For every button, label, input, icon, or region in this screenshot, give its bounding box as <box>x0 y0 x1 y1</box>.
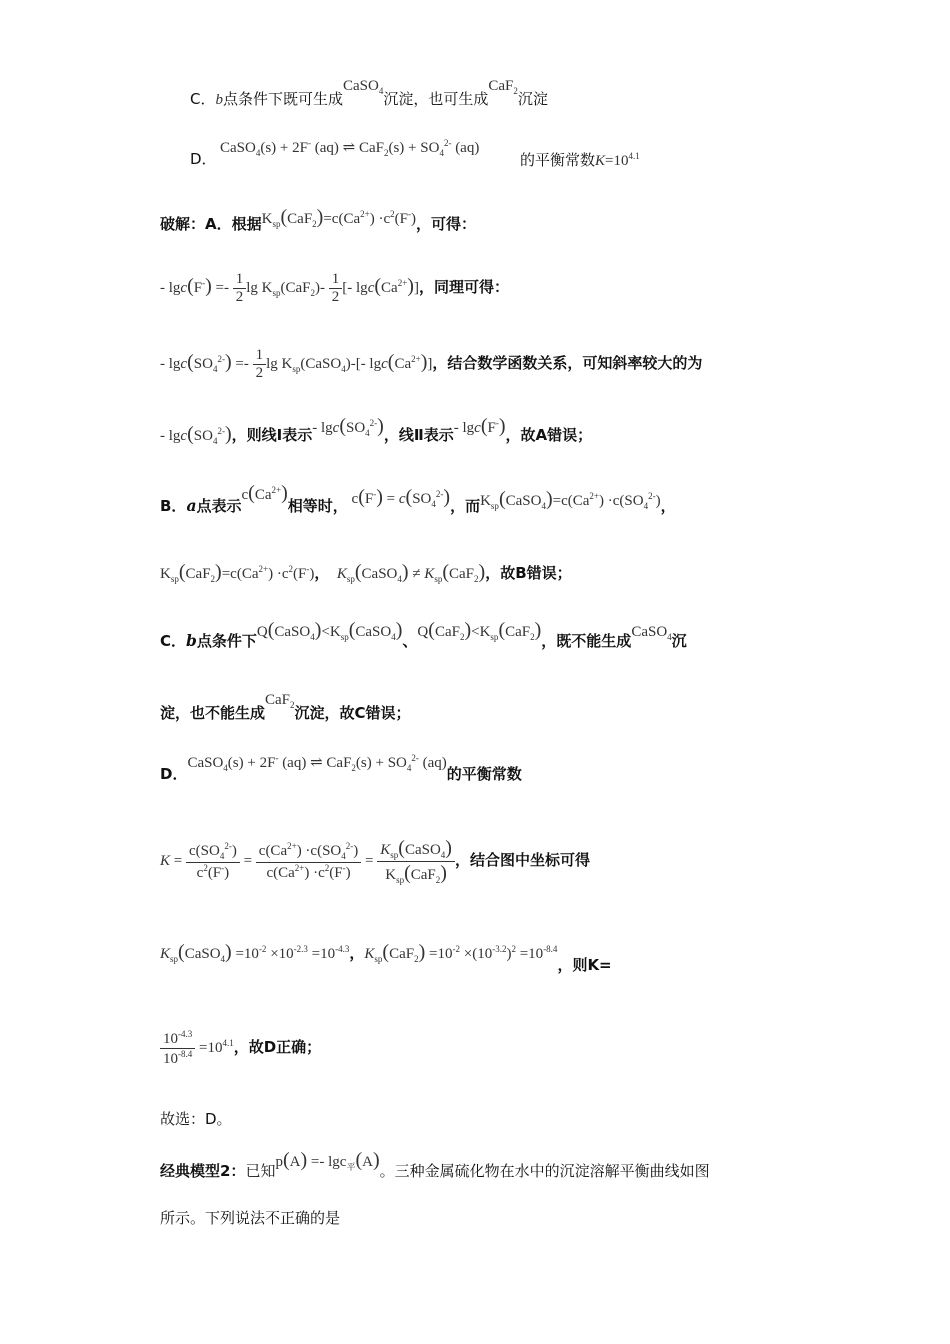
solution-title: 破解：A．根据 <box>160 215 262 233</box>
formula-caso4: CaSO$_4$ <box>343 78 384 96</box>
ksp-caf2-expression: $K_{sp}(CaF_2)=c(Ca^{2+}) \cdot c^2(F^-)$ <box>261 206 416 229</box>
point-b: b <box>215 92 223 108</box>
solution-heading-tail: ，可得： <box>415 215 476 233</box>
solution-line-2 <box>160 272 509 305</box>
solution-line-4: - $\lg c(SO_4^{2-})$，则线Ⅰ表示- $\lg c(SO_4^{2-})$，线Ⅱ表示- lgc(F-)，故A错误； <box>160 415 593 446</box>
answer-line: 故选：D。 <box>160 1110 232 1128</box>
option-d-equation: CaSO$_4$(s) + 2F- (aq) ⇌ $CaF_2(s) + SO_4^{2-}$ (aq) <box>220 138 480 158</box>
k-result-line: $\frac{10^{-4.3}}{10^{-8.4}}$ $=10^{4.1}$，故D正确； <box>160 1030 321 1067</box>
solution-heading <box>160 206 476 235</box>
solution-b: B．a点表示$c(Ca^{2+})$相等时， $c(F^-) = c(SO_4^{2-})$，而$K_{sp}(CaSO_4)=c(Ca^{2+}) \cdot c(SO_4^{2-})$， <box>160 482 676 515</box>
model-2-line-2: 所示。下列说法不正确的是 <box>160 1209 341 1227</box>
neg-lg-cf-expression: - lgc(F-) =- $\frac{1}{2}$ $\lg K_{sp}(CaF_2)-$ $\frac{1}{2}$ [- $\lg c(Ca^{2+})$] <box>160 271 419 305</box>
formula-caf2: CaF$_2$ <box>488 78 518 96</box>
solution-line-3-tail: ，结合数学函数关系，可知斜率较大的为 <box>432 353 703 372</box>
model-2-line-1: 经典模型2：已知p(A) =- lgc$_平$(A)。三种金属硫化物在水中的沉淀溶解平衡曲线如图 <box>160 1149 710 1180</box>
option-c-label: C． <box>190 90 216 108</box>
solution-b-line-2: $K_{sp}(CaF_2)=c(Ca^{2+}) \cdot c^2(F^-)$， $K_{sp}(CaSO_4) \ne K_{sp}(CaF_2)$，故B错误； <box>160 561 572 584</box>
option-d-label: D． <box>190 150 217 168</box>
option-c-text-3: 沉淀 <box>517 90 548 108</box>
option-c-text-1: 点条件下既可生成 <box>222 90 343 108</box>
option-d-text: 的平衡常数$K=10^{4.1}$ <box>520 151 640 169</box>
k-fraction-line: K = $\frac{c(SO_4^{2-})}{c^2(F^-)}$ = $\frac{c(Ca^{2+}) \cdot c(SO_4^{2-})}{c(Ca^{2+}) \cdot c^2(F^-)}$ = $\frac{K_{sp}(CaSO_4)}{K_{sp}(CaF_2)}$ ，结合图中坐标可得 <box>160 837 590 885</box>
neg-lg-cso4-expression: - $\lg c(SO_4^{2-})$ =- $\frac{1}{2}$ $\lg K_{sp}(CaSO_4)-[-$ $\lg c(Ca^{2+})$] <box>160 347 433 381</box>
solution-c-line-2: 淀，也不能生成CaF$_2$沉淀，故C错误； <box>160 692 411 722</box>
solution-line-2-tail: ，同理可得： <box>418 277 509 296</box>
solution-line-3 <box>160 348 702 381</box>
option-d <box>190 152 217 167</box>
solution-d: D．CaSO$_4$(s) + 2F- (aq) ⇌ $CaF_2(s) + SO_4^{2-}$ (aq)的平衡常数 <box>160 753 522 783</box>
option-c <box>190 78 548 110</box>
option-c-text-2: 沉淀，也可生成 <box>383 90 489 108</box>
solution-c: C．b点条件下$Q(CaSO_4)<K_{sp}(CaSO_4)$、$Q(CaF_2)<K_{sp}(CaF_2)$，既不能生成CaSO$_4$沉 <box>160 619 687 650</box>
ksp-values-line: $K_{sp}(CaSO_4) =10^{-2} \times 10^{-2.3} =10^{-4.3}$，$K_{sp}(CaF_2) =10^{-2} \times(10^{-3.2})^2 =10^{-8.4}$，则K= <box>160 941 612 974</box>
